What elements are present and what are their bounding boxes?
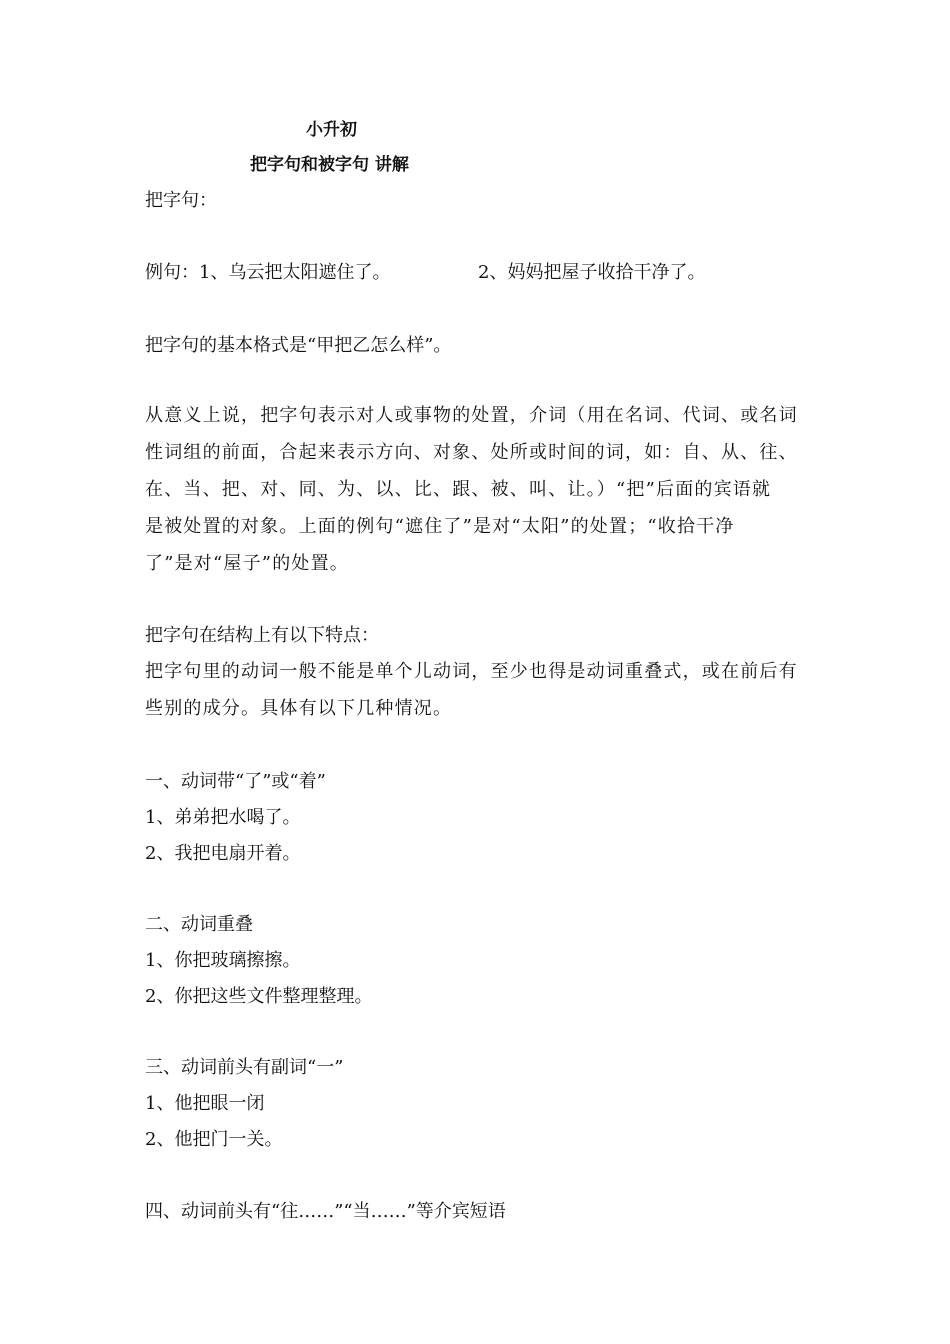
- paragraph-line: 了”是对“屋子”的处置。: [145, 553, 350, 574]
- paragraph-line: 性词组的前面，合起来表示方向、对象、处所或时间的词，如：自、从、往、: [145, 442, 798, 463]
- list-item: 2、你把这些文件整理整理。: [145, 986, 373, 1007]
- section-heading-1: 一、动词带“了”或“着”: [145, 771, 326, 792]
- paragraph-line: 些别的成分。具体有以下几种情况。: [145, 698, 453, 719]
- section-heading-bazi: 把字句：: [145, 190, 217, 211]
- paragraph-line: 从意义上说，把字句表示对人或事物的处置，介词（用在名词、代词、或名词: [145, 405, 798, 426]
- paragraph-line: 在、当、把、对、同、为、以、比、跟、被、叫、让。）“把”后面的宾语就: [145, 479, 772, 500]
- list-item: 2、他把门一关。: [145, 1129, 283, 1150]
- section-heading-4: 四、动词前头有“往……”“当……”等介宾短语: [145, 1201, 506, 1222]
- doc-title: 小升初: [306, 120, 357, 140]
- list-item: 2、我把电扇开着。: [145, 843, 301, 864]
- basic-format-text: 把字句的基本格式是“甲把乙怎么样”。: [145, 335, 452, 356]
- structure-heading: 把字句在结构上有以下特点：: [145, 625, 379, 646]
- list-item: 1、他把眼一闭: [145, 1093, 265, 1114]
- doc-subtitle: 把字句和被字句 讲解: [250, 155, 409, 175]
- list-item: 1、你把玻璃擦擦。: [145, 950, 301, 971]
- meaning-paragraph: [145, 397, 807, 582]
- section-heading-3: 三、动词前头有副词“一”: [145, 1057, 344, 1078]
- example-sentence-2: 2、妈妈把屋子收拾干净了。: [478, 262, 706, 283]
- paragraph-line: 把字句里的动词一般不能是单个儿动词，至少也得是动词重叠式，或在前后有: [145, 661, 798, 682]
- list-item: 1、弟弟把水喝了。: [145, 807, 301, 828]
- example-sentence-1: 例句：1、乌云把太阳遮住了。: [145, 262, 391, 283]
- section-heading-2: 二、动词重叠: [145, 914, 253, 935]
- structure-paragraph: [145, 653, 807, 727]
- paragraph-line: 是被处置的对象。上面的例句“遮住了”是对“太阳”的处置；“收拾干净: [145, 516, 735, 537]
